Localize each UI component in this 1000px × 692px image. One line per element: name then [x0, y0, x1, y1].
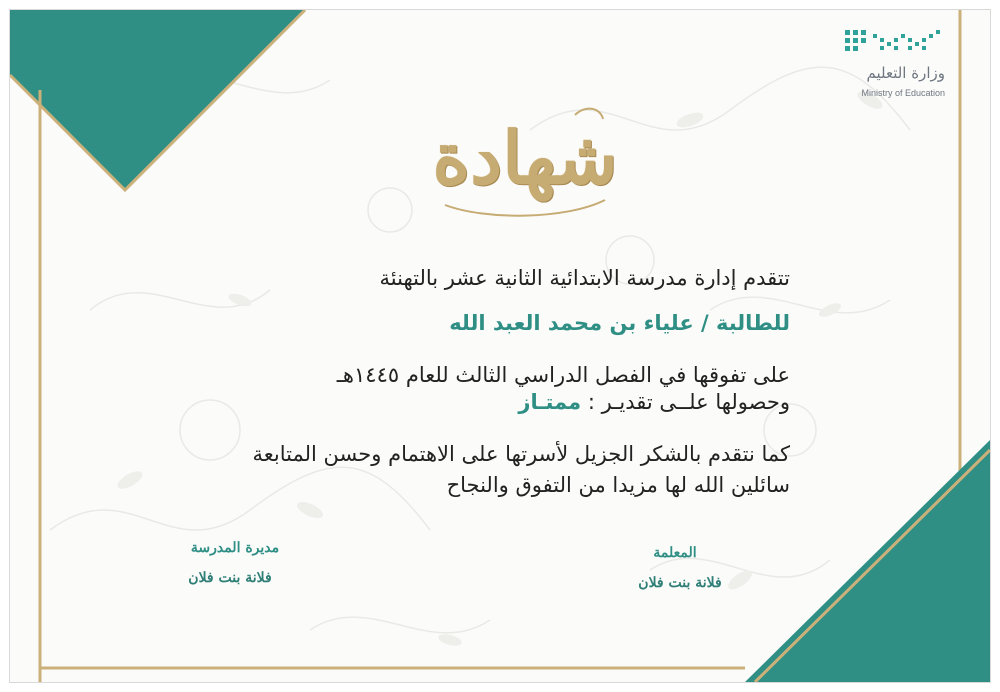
certificate-frame — [9, 9, 991, 683]
ministry-logo — [815, 26, 965, 121]
grade-value: ممتـاز — [518, 390, 582, 414]
student-name-line: للطالبة / علياء بن محمد العبد الله — [449, 311, 790, 335]
wishes-line: سائلين الله لها مزيدا من التفوق والنجاح — [446, 473, 790, 497]
principal-role: مديرة المدرسة — [190, 540, 280, 556]
grade-prefix: وحصولها علــى تقديـر : — [581, 390, 790, 414]
certificate-title — [425, 95, 625, 220]
certificate-title-text: شهادة — [432, 115, 618, 200]
thanks-line: كما نتقدم بالشكر الجزيل لأسرتها على الاهتمام وحسن المتابعة — [252, 442, 790, 466]
teacher-name: فلانة بنت فلان — [638, 575, 722, 591]
grade-line — [10, 390, 790, 414]
achievement-line: على تفوقها في الفصل الدراسي الثالث للعام ١٤٤٥هـ — [336, 363, 790, 387]
ministry-dots-emblem — [843, 26, 943, 56]
ministry-name-english: Ministry of Education — [861, 88, 945, 98]
principal-name: فلانة بنت فلان — [188, 570, 272, 586]
intro-line: تتقدم إدارة مدرسة الابتدائية الثانية عشر بالتهنئة — [379, 266, 790, 290]
ministry-name-arabic: وزارة التعليم — [866, 64, 945, 82]
teacher-role: المعلمة — [653, 545, 697, 561]
